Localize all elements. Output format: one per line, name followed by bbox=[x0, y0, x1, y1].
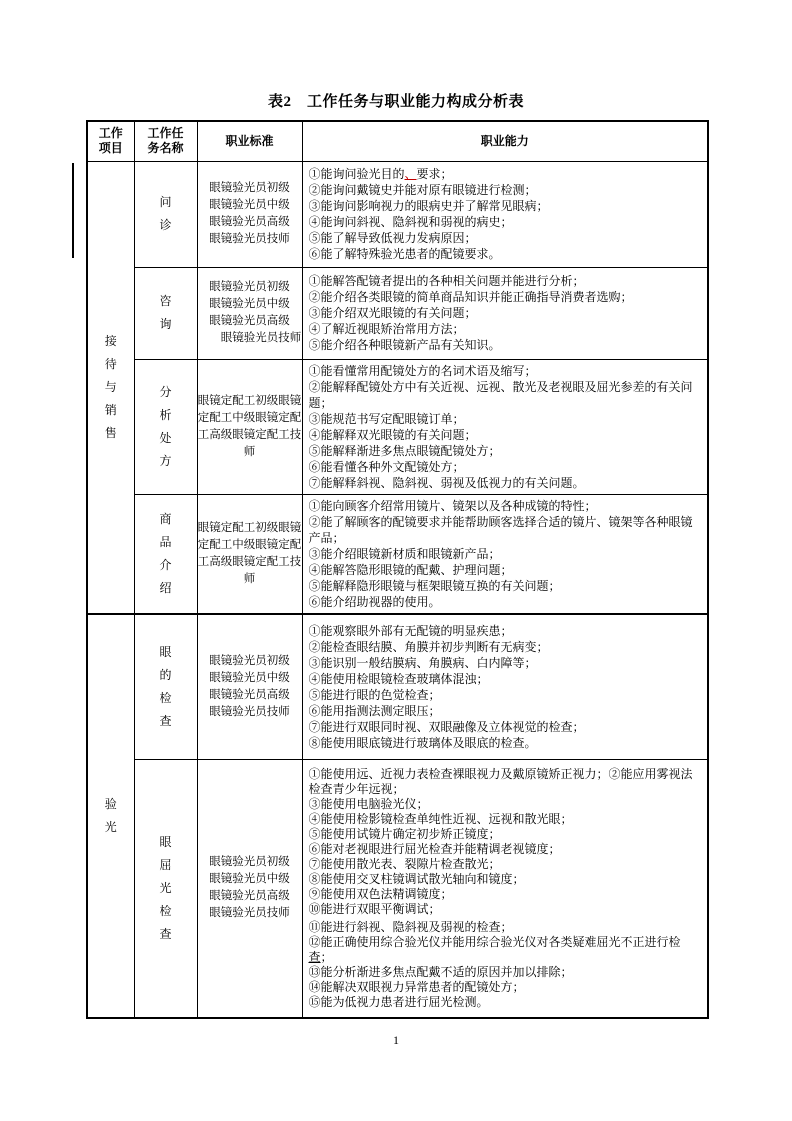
ability-item: ⑤能解释渐进多焦点眼镜配镜处方； bbox=[308, 443, 501, 458]
page-number: 1 bbox=[393, 1033, 399, 1047]
ability-item: ⑭能解决双眼视力异常患者的配镜处方； bbox=[308, 979, 525, 994]
ability-item: ①能观察眼外部有无配镜的明显疾患； bbox=[308, 623, 513, 638]
header-row bbox=[87, 121, 708, 161]
standard-line: 师 bbox=[243, 572, 256, 585]
underlined-text: 查 bbox=[308, 949, 321, 964]
standard-cell bbox=[197, 494, 302, 614]
standard-line: 眼镜验光员初级 bbox=[209, 281, 290, 293]
ability-item: ①能向顾客介绍常用镜片、镜架以及各种成镜的特性； bbox=[308, 498, 597, 513]
task-cell-analyze-prescription bbox=[134, 359, 197, 494]
task-label: 问诊 bbox=[159, 195, 172, 232]
ability-item: ⑪能进行斜视、隐斜视及弱视的检查； bbox=[308, 919, 513, 934]
ability-item: ②能解释配镜处方中有关近视、远视、散光及老视眼及屈光参差的有关问题； bbox=[308, 379, 693, 410]
standard-line: 眼镜定配工初级眼镜 bbox=[197, 394, 302, 407]
ability-item: ①能看懂常用配镜处方的名词术语及缩写； bbox=[308, 363, 537, 378]
ability-cell bbox=[302, 267, 708, 359]
col-header-task-name: 工作任务名称 bbox=[134, 121, 197, 161]
standard-line: 眼镜验光员初级 bbox=[209, 654, 290, 667]
table-row bbox=[87, 267, 708, 359]
ability-item: ⑦能解释斜视、隐斜视、弱视及低视力的有关问题。 bbox=[308, 475, 585, 490]
ability-item: ②能检查眼结膜、角膜并初步判断有无病变； bbox=[308, 639, 549, 654]
standard-line: 眼镜验光员初级 bbox=[209, 856, 290, 869]
standard-cell bbox=[197, 161, 302, 267]
standard-line: 眼镜验光员中级 bbox=[209, 298, 290, 310]
ability-cell bbox=[302, 494, 708, 614]
table-row bbox=[87, 161, 708, 267]
ability-item: ①能使用远、近视力表检查裸眼视力及戴原镜矫正视力；②能应用雾视法检查青少年远视； bbox=[308, 766, 693, 796]
project-label: 验光 bbox=[104, 796, 117, 834]
standard-line: 定配工中级眼镜定配 bbox=[197, 538, 302, 551]
table-row bbox=[87, 494, 708, 614]
ability-item: ⑤能进行眼的色觉检查； bbox=[308, 687, 441, 702]
ability-item: ③能介绍眼镜新材质和眼镜新产品； bbox=[308, 546, 501, 561]
ability-item: ②能询问戴镜史并能对原有眼镜进行检测； bbox=[308, 183, 537, 197]
ability-item: ⑧能使用交叉柱镜调试散光轴向和镜度； bbox=[308, 871, 525, 886]
ability-item: ④能使用检影镜检查单纯性近视、远视和散光眼； bbox=[308, 811, 573, 826]
ability-item: ④能使用检眼镜检查玻璃体混浊； bbox=[308, 671, 489, 686]
ability-item: ⑫能正确使用综合验光仪并能用综合验光仪对各类疑难屈光不正进行检查； bbox=[308, 934, 681, 964]
revision-change-bar bbox=[72, 163, 74, 258]
ability-item: ③能介绍双光眼镜的有关问题； bbox=[308, 306, 477, 320]
ability-item: ⑥能了解特殊验光患者的配镜要求。 bbox=[308, 247, 501, 261]
ability-item: ④能解答隐形眼镜的配戴、护理问题； bbox=[308, 562, 513, 577]
standard-line: 眼镜定配工初级眼镜 bbox=[197, 521, 302, 534]
standard-line: 眼镜验光员高级 bbox=[209, 890, 290, 903]
table-row bbox=[87, 359, 708, 494]
ability-item: ⑥能用指测法测定眼压； bbox=[308, 703, 441, 718]
standard-line: 眼镜验光员技师 bbox=[209, 907, 290, 920]
ability-item: ③能识别一般结膜病、角膜病、白内障等； bbox=[308, 655, 537, 670]
project-label: 接待与销售 bbox=[104, 333, 117, 440]
ability-item: ④能询问斜视、隐斜视和弱视的病史； bbox=[308, 215, 513, 229]
task-label: 分析处方 bbox=[159, 384, 172, 468]
standard-line: 眼镜验光员中级 bbox=[209, 873, 290, 886]
standard-line: 工高级眼镜定配工技 bbox=[197, 555, 302, 568]
col-header-standard: 职业标准 bbox=[197, 121, 302, 161]
ability-item: ②能介绍各类眼镜的简单商品知识并能正确指导消费者选购； bbox=[308, 290, 633, 304]
task-label: 眼屈光检查 bbox=[159, 834, 172, 941]
ability-cell bbox=[302, 359, 708, 494]
ability-item: ④了解近视眼矫治常用方法； bbox=[308, 322, 465, 336]
ability-item: ③能询问影响视力的眼病史并了解常见眼病； bbox=[308, 199, 549, 213]
standard-line: 眼镜验光员技师 bbox=[197, 332, 302, 344]
ability-item: ⑥能看懂各种外文配镜处方； bbox=[308, 459, 465, 474]
standard-cell bbox=[197, 267, 302, 359]
ability-item: ②能了解顾客的配镜要求并能帮助顾客选择合适的镜片、镜架等各种眼镜产品； bbox=[308, 514, 693, 545]
ability-cell bbox=[302, 161, 708, 267]
task-cell-consultation bbox=[134, 267, 197, 359]
ability-cell bbox=[302, 760, 708, 1018]
standard-line: 眼镜验光员高级 bbox=[209, 216, 290, 228]
ability-item: ⑩能进行双眼平衡调试； bbox=[308, 901, 441, 916]
ability-item: ③能使用电脑验光仪； bbox=[308, 796, 429, 811]
standard-line: 师 bbox=[243, 445, 256, 458]
task-label: 咨询 bbox=[159, 294, 172, 331]
table-row bbox=[87, 760, 708, 1018]
col-header-ability: 职业能力 bbox=[302, 121, 708, 161]
task-cell-eye-examination bbox=[134, 614, 197, 760]
task-label: 眼的检查 bbox=[159, 644, 172, 728]
ability-item: ③能规范书写定配眼镜订单； bbox=[308, 411, 465, 426]
ability-item: ⑮能为低视力患者进行屈光检测。 bbox=[308, 994, 489, 1009]
task-ability-table bbox=[86, 120, 709, 1019]
standard-cell bbox=[197, 614, 302, 760]
ability-item: ⑤能使用试镜片确定初步矫正镜度； bbox=[308, 826, 501, 841]
standard-line: 眼镜验光员高级 bbox=[209, 688, 290, 701]
project-cell-reception-sales bbox=[87, 161, 134, 614]
revision-inserted-text: 、 bbox=[404, 167, 417, 181]
task-cell-inquiry bbox=[134, 161, 197, 267]
ability-item: ⑤能解释隐形眼镜与框架眼镜互换的有关问题； bbox=[308, 578, 561, 593]
ability-item: ⑧能使用眼底镜进行玻璃体及眼底的检查。 bbox=[308, 735, 537, 750]
standard-line: 眼镜验光员中级 bbox=[209, 671, 290, 684]
standard-line: 眼镜验光员高级 bbox=[209, 315, 290, 327]
ability-item: ⑦能进行双眼同时视、双眼融像及立体视觉的检查； bbox=[308, 719, 585, 734]
task-cell-refraction-examination bbox=[134, 760, 197, 1018]
standard-line: 工高级眼镜定配工技 bbox=[197, 428, 302, 441]
project-cell-optometry bbox=[87, 614, 134, 1018]
task-label: 商品介绍 bbox=[159, 511, 172, 595]
ability-item: ⑬能分析渐进多焦点配戴不适的原因并加以排除； bbox=[308, 964, 573, 979]
col-header-work-project: 工作项目 bbox=[87, 121, 134, 161]
ability-item: ①能询问验光目的、要求； bbox=[308, 167, 453, 181]
ability-item: ⑨能使用双色法精调镜度； bbox=[308, 886, 453, 901]
table-row bbox=[87, 614, 708, 760]
standard-line: 眼镜验光员技师 bbox=[209, 233, 290, 245]
ability-item: ④能解释双光眼镜的有关问题； bbox=[308, 427, 477, 442]
ability-item: ⑤能了解导致低视力发病原因； bbox=[308, 231, 477, 245]
standard-line: 眼镜验光员初级 bbox=[209, 182, 290, 194]
standard-line: 定配工中级眼镜定配 bbox=[197, 411, 302, 424]
doc-title: 表2 工作任务与职业能力构成分析表 bbox=[267, 94, 524, 110]
ability-item: ⑥能对老视眼进行屈光检查并能精调老视镜度； bbox=[308, 841, 561, 856]
standard-cell bbox=[197, 359, 302, 494]
standard-line: 眼镜验光员中级 bbox=[209, 199, 290, 211]
ability-cell bbox=[302, 614, 708, 760]
standard-line: 眼镜验光员技师 bbox=[209, 705, 290, 718]
ability-item: ⑤能介绍各种眼镜新产品有关知识。 bbox=[308, 338, 501, 352]
ability-item: ⑦能使用散光表、裂隙片检查散光； bbox=[308, 856, 501, 871]
standard-cell bbox=[197, 760, 302, 1018]
task-cell-product-introduction bbox=[134, 494, 197, 614]
ability-item: ①能解答配镜者提出的各种相关问题并能进行分析； bbox=[308, 274, 585, 288]
ability-item: ⑥能介绍助视器的使用。 bbox=[308, 594, 441, 609]
